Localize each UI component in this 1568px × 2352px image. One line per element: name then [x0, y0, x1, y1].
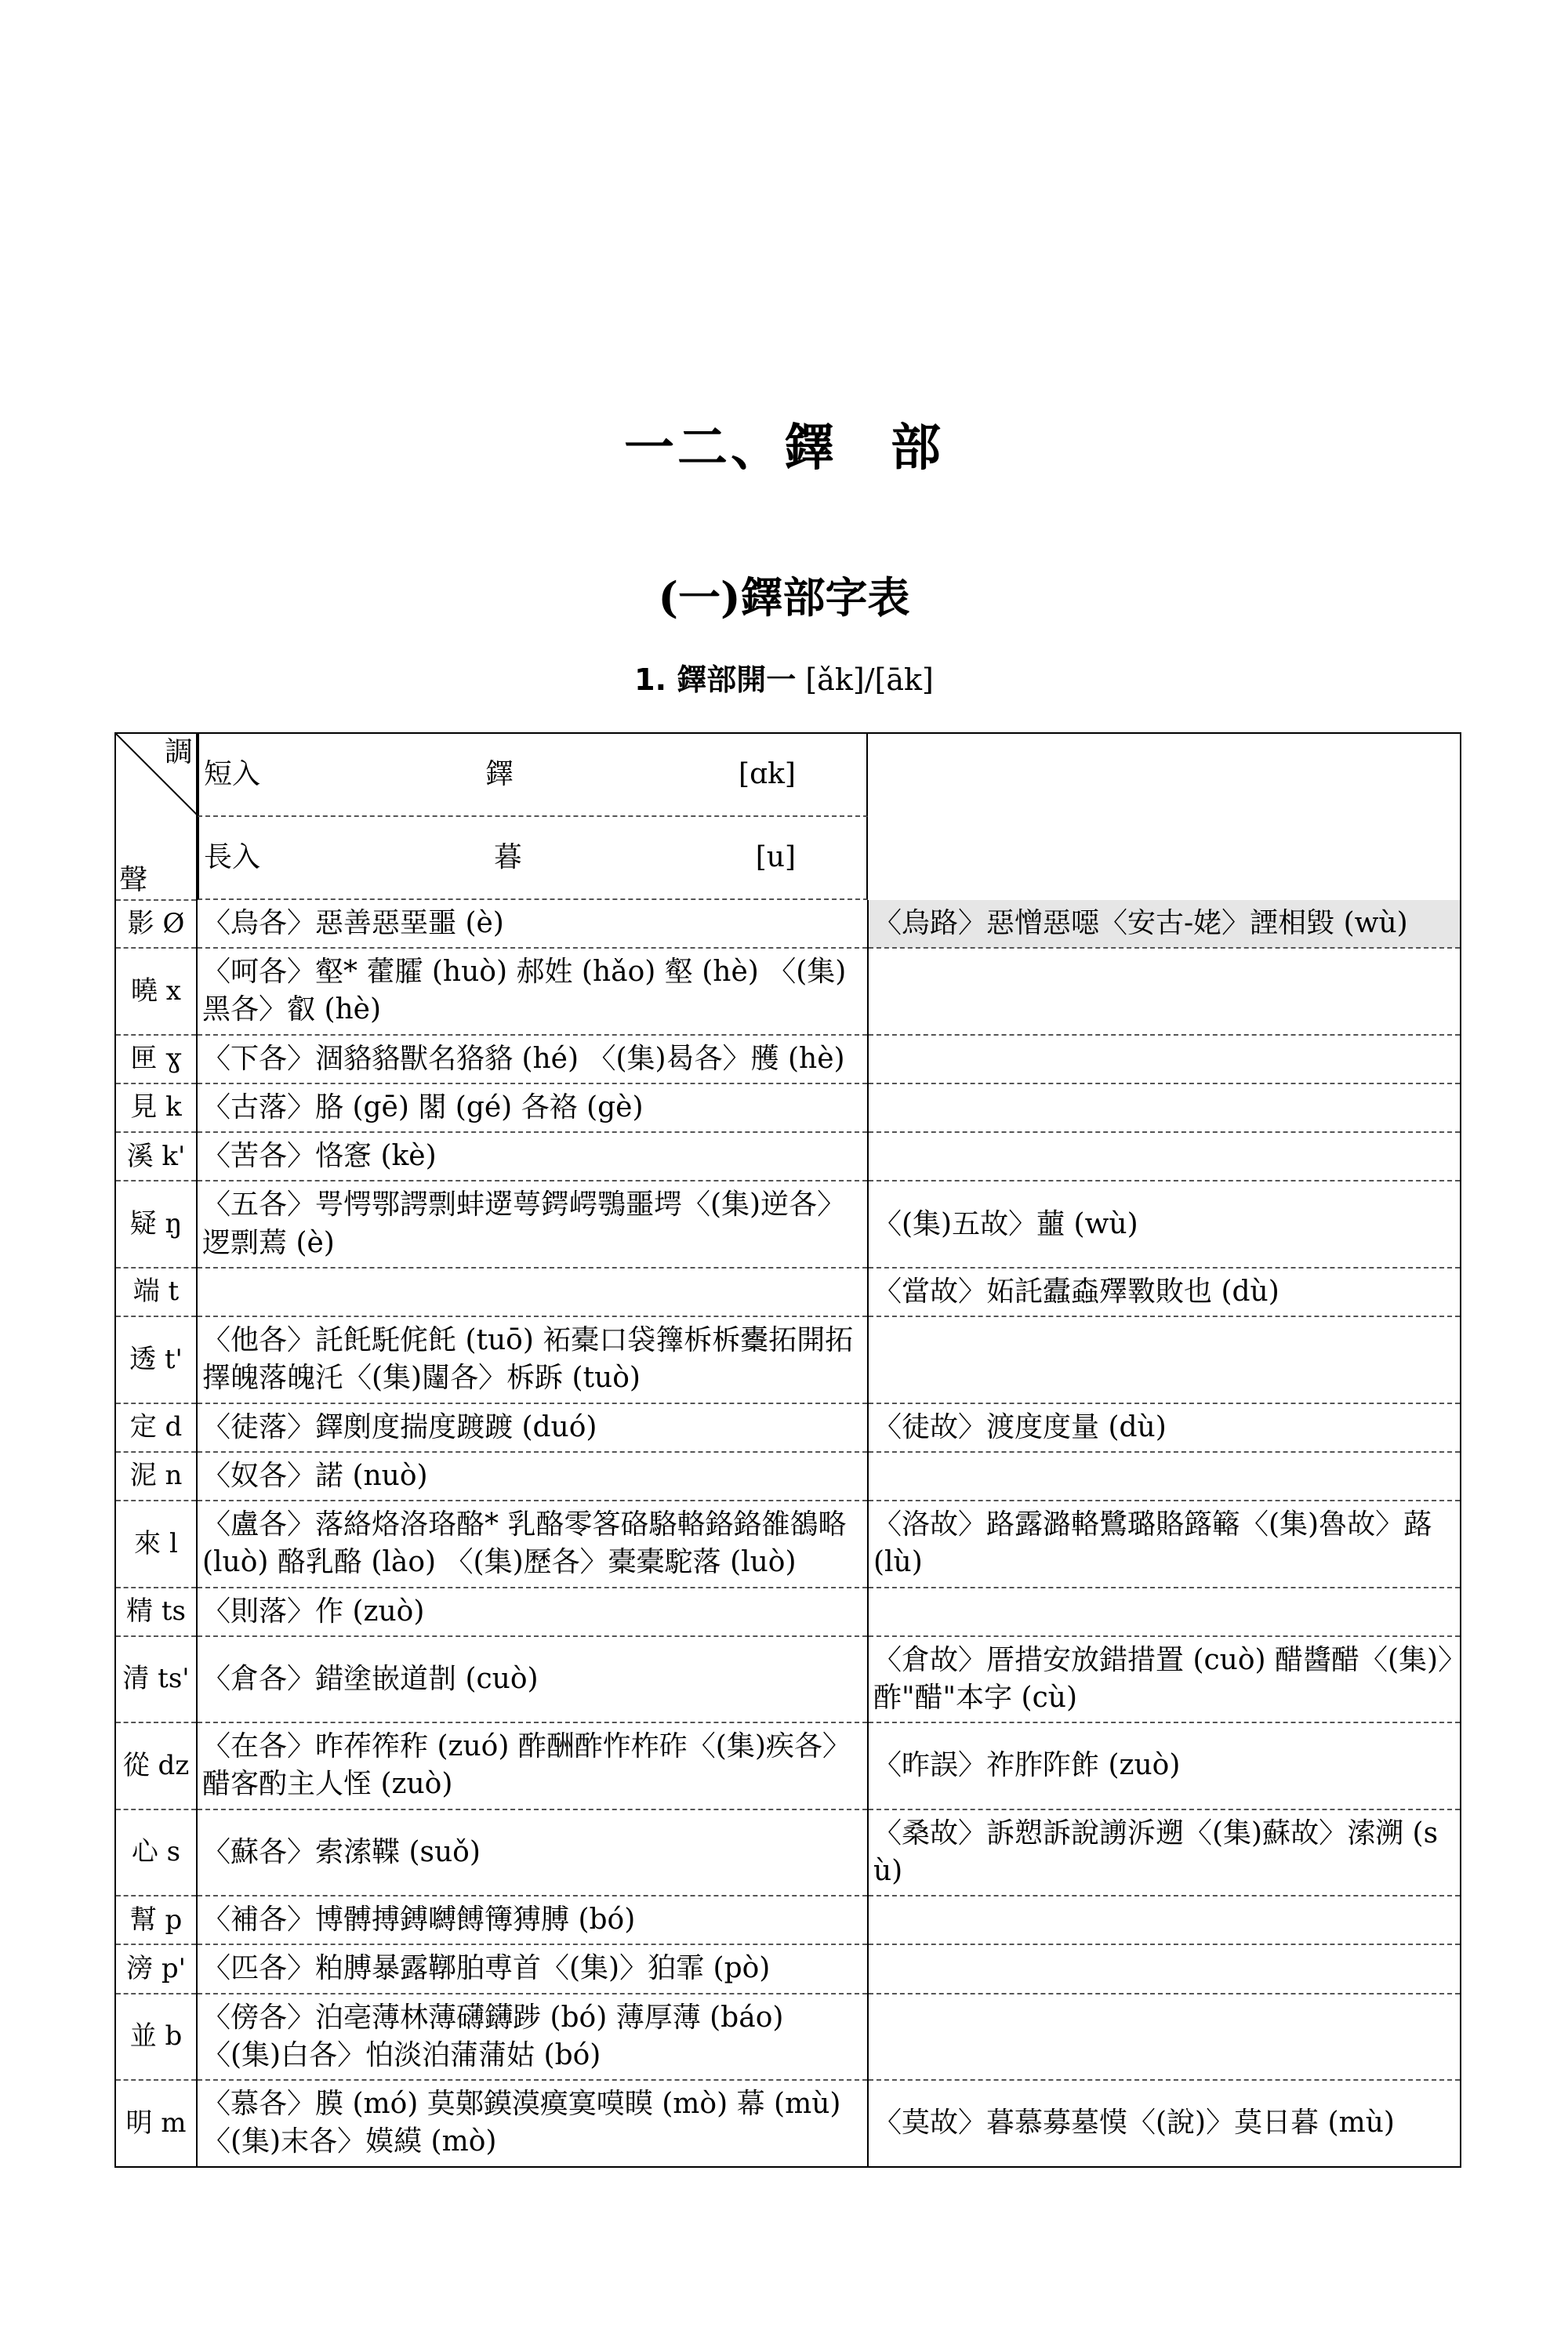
long-entering-cell [868, 1452, 1461, 1501]
initial-cell: 匣 ɣ [115, 1035, 197, 1083]
initial-cell: 來 l [115, 1501, 197, 1587]
tone-label: 調 [164, 736, 193, 768]
initial-cell: 透 t' [115, 1316, 197, 1403]
table-row [115, 1268, 1461, 1316]
initial-cell: 定 d [115, 1403, 197, 1452]
table-row [115, 1636, 1461, 1722]
long-entering-cell: 〈桑故〉訴愬訴說謭泝遡〈(集)蘇故〉溹溯 (sù) [868, 1809, 1461, 1896]
long-entering-cell [868, 1896, 1461, 1944]
long-entering-cell [868, 1944, 1461, 1993]
short-header-rhyme: 鐸 [485, 757, 514, 790]
table-row [115, 1035, 1461, 1083]
long-entering-header [198, 817, 868, 900]
short-entering-cell: 〈補各〉博髆搏鎛嚩餺簙猼膊 (bó) [197, 1896, 868, 1944]
initial-cell: 精 ts [115, 1588, 197, 1636]
initial-cell: 從 dz [115, 1722, 197, 1809]
short-entering-cell: 〈在各〉昨莋筰秨 (zuó) 酢酬酢怍柞砟〈(集)疾各〉醋客酌主人恎 (zuò) [197, 1722, 868, 1809]
long-entering-cell: 〈當故〉妬託蠹螙殬斁敗也 (dù) [868, 1268, 1461, 1316]
long-header-ipa: [u] [755, 840, 796, 873]
initial-cell: 並 b [115, 1994, 197, 2080]
chapter-title: 一二、鐸 部 [624, 419, 944, 477]
table-row [115, 1896, 1461, 1944]
table-header-row [115, 733, 1461, 900]
table-caption-label: 1. 鐸部開一 [634, 662, 797, 697]
initial-cell: 見 k [115, 1083, 197, 1132]
short-header-ipa: [ɑk] [739, 757, 796, 790]
table-row [115, 1316, 1461, 1403]
short-entering-cell: 〈他各〉託飥馲侂飥 (tuō) 袥橐口袋籜柝柝櫜拓開拓擇魄落魄汑〈(集)闥各〉柝跅 (tuò) [197, 1316, 868, 1403]
short-entering-cell: 〈苦各〉恪愙 (kè) [197, 1132, 868, 1181]
initial-cell: 明 m [115, 2080, 197, 2166]
short-entering-cell: 〈傍各〉泊亳薄林薄礴鑮踄 (bó) 薄厚薄 (báo) 〈(集)白各〉怕淡泊蒲蒲姑 (bó) [197, 1994, 868, 2080]
short-entering-cell: 〈匹各〉粕膊暴露鞹胉尃首〈(集)〉狛霏 (pò) [197, 1944, 868, 1993]
short-entering-cell: 〈奴各〉諾 (nuò) [197, 1452, 868, 1501]
long-entering-cell [868, 1035, 1461, 1083]
long-entering-cell [868, 1316, 1461, 1403]
long-entering-cell: 〈烏路〉惡憎惡噁〈安古-姥〉諲相毀 (wù) [868, 900, 1461, 948]
initial-label: 聲 [119, 863, 148, 896]
initial-cell: 滂 p' [115, 1944, 197, 1993]
long-entering-cell [868, 1132, 1461, 1181]
initial-cell: 心 s [115, 1809, 197, 1896]
short-entering-header [198, 734, 868, 817]
long-entering-cell: 〈徒故〉渡度度量 (dù) [868, 1403, 1461, 1452]
long-entering-cell: 〈昨誤〉祚胙阼飵 (zuò) [868, 1722, 1461, 1809]
short-entering-cell: 〈古落〉胳 (gē) 閣 (gé) 各袼 (gè) [197, 1083, 868, 1132]
table-caption-phonetic: [ǎk]/[āk] [805, 662, 934, 697]
table-row [115, 1722, 1461, 1809]
table-row [115, 1809, 1461, 1896]
long-entering-cell [868, 948, 1461, 1034]
short-entering-cell [197, 1268, 868, 1316]
long-entering-cell: 〈洛故〉路露潞輅鷺璐賂簬簵〈(集)魯故〉蕗 (lù) [868, 1501, 1461, 1587]
rhyme-table [114, 732, 1461, 2168]
short-entering-cell: 〈倉各〉錯塗嵌道剒 (cuò) [197, 1636, 868, 1722]
short-entering-cell: 〈呵各〉壑* 藿臛 (huò) 郝姓 (hǎo) 壑 (hè) 〈(集)黑各〉叡 (hè) [197, 948, 868, 1034]
long-entering-cell: 〈莫故〉暮慕募墓慔〈(說)〉莫日暮 (mù) [868, 2080, 1461, 2166]
initial-cell: 泥 n [115, 1452, 197, 1501]
table-row [115, 1944, 1461, 1993]
long-entering-cell [868, 1994, 1461, 2080]
table-row [115, 1994, 1461, 2080]
short-entering-cell: 〈五各〉咢愕鄂諤剽蚌遻萼鍔崿鶚噩堮〈(集)逆各〉逻剽蔫 (è) [197, 1181, 868, 1267]
table-row [115, 2080, 1461, 2166]
long-header-rhyme: 暮 [493, 840, 522, 873]
short-entering-cell: 〈盧各〉落絡烙洛珞酪* 乳酪零笿硌駱輅鉻鉻雒鵅略 (luò) 酪乳酪 (lào) 〈(集)歷各〉橐橐駝落 (luò) [197, 1501, 868, 1587]
initial-cell: 疑 ŋ [115, 1181, 197, 1267]
table-row [115, 1452, 1461, 1501]
table-caption [0, 655, 1568, 699]
long-entering-cell: 〈倉故〉厝措安放錯措置 (cuò) 醋醬醋〈(集)〉酢"醋"本字 (cù) [868, 1636, 1461, 1722]
table-row [115, 1132, 1461, 1181]
table-row [115, 948, 1461, 1034]
long-header-label: 長入 [204, 840, 261, 873]
short-entering-cell: 〈蘇各〉索溹鞢 (suǒ) [197, 1809, 868, 1896]
short-entering-cell: 〈則落〉作 (zuò) [197, 1588, 868, 1636]
short-entering-cell: 〈慕各〉膜 (mó) 莫鄚鏌漠瘼寞嗼瞙 (mò) 幕 (mù) 〈(集)末各〉嫫縸 (mò) [197, 2080, 868, 2166]
long-entering-cell [868, 1083, 1461, 1132]
short-entering-cell: 〈下各〉涸貉貉獸名狢貉 (hé) 〈(集)曷各〉雘 (hè) [197, 1035, 868, 1083]
long-entering-cell: 〈(集)五故〉蘁 (wù) [868, 1181, 1461, 1267]
table-row [115, 1403, 1461, 1452]
initial-cell: 端 t [115, 1268, 197, 1316]
table-row [115, 1588, 1461, 1636]
initial-cell: 清 ts' [115, 1636, 197, 1722]
short-header-label: 短入 [204, 757, 261, 790]
long-entering-cell [868, 1588, 1461, 1636]
table-row [115, 1501, 1461, 1587]
table-row [115, 1181, 1461, 1267]
initial-cell: 溪 k' [115, 1132, 197, 1181]
initial-cell: 幫 p [115, 1896, 197, 1944]
table-row [115, 900, 1461, 948]
short-entering-cell: 〈烏各〉惡善惡堊噩 (è) [197, 900, 868, 948]
section-title: (一)鐸部字表 [658, 572, 910, 622]
short-entering-cell: 〈徒落〉鐸剫度揣度踱踱 (duó) [197, 1403, 868, 1452]
initial-cell: 影 Ø [115, 900, 197, 948]
corner-cell [115, 733, 197, 900]
table-row [115, 1083, 1461, 1132]
initial-cell: 曉 x [115, 948, 197, 1034]
